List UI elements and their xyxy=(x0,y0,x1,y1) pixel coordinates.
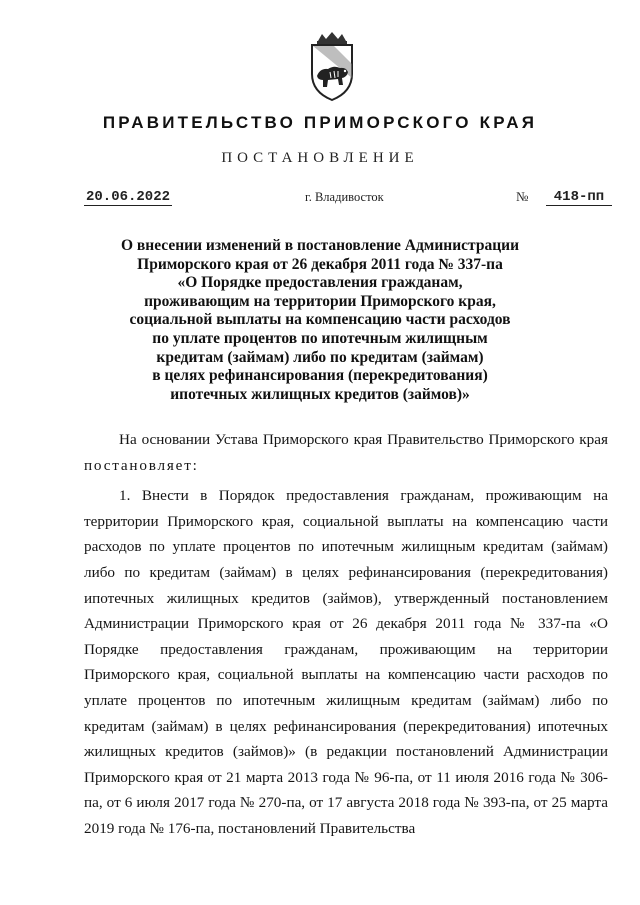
title-line: О внесении изменений в постановление Администрации xyxy=(120,237,519,254)
document-type: ПОСТАНОВЛЕНИЕ xyxy=(221,150,419,166)
title-line: кредитам (займам) либо по кредитам (займам) xyxy=(156,348,484,366)
item-1-paragraph: 1. Внести в Порядок предоставления гражданам, проживающим на территории Приморского края, социальной выплаты на компенсацию части расходов по уплате процентов по ипотечным жилищным кредитам (займам) либо по кредитам (займам) в целях рефинансирования (перекредитования) ипотечных жилищных кредитов (займов), утвержденный постановлением Администрации Приморского края от 26 декабря 2011 года № 337-па «О Порядке предоставления гражданам, проживающим на территории Приморского края, социальной выплаты на компенсацию части расходов по уплате процентов по ипотечным жилищным кредитам (займам) либо по кредитам (займам) в целях рефинансирования (перекредитования) ипотечных жилищных кредитов (займов)» (в редакции постановлений Администрации Приморского края от 21 марта 2013 года № 96-па, от 11 июля 2016 года № 306-па, от 6 июля 2017 года № 270-па, от 17 августа 2018 года № 393-па, от 25 марта 2019 года № 176-па, постановлений Правительства xyxy=(84,487,608,837)
title-line: по уплате процентов по ипотечным жилищным xyxy=(152,329,488,347)
document-body xyxy=(84,427,608,842)
title-line: проживающим на территории Приморского края, xyxy=(144,292,496,310)
title-line: ипотечных жилищных кредитов (займов)» xyxy=(170,385,470,403)
document-date: 20.06.2022 xyxy=(86,189,171,205)
government-title: ПРАВИТЕЛЬСТВО ПРИМОРСКОГО КРАЯ xyxy=(102,113,538,132)
number-sign: № xyxy=(516,189,529,204)
document-number: 418-пп xyxy=(546,189,612,206)
title-line: в целях рефинансирования (перекредитования) xyxy=(152,367,488,385)
date-number-line xyxy=(84,189,610,211)
title-line: «О Порядке предоставления гражданам, xyxy=(177,274,463,292)
coat-of-arms-icon xyxy=(304,32,360,102)
preamble-decree-word: постановляет: xyxy=(84,456,199,474)
document-city: г. Владивосток xyxy=(305,190,384,204)
preamble-paragraph xyxy=(84,427,608,478)
title-line: Приморского края от 26 декабря 2011 года № 337-па xyxy=(137,255,503,273)
preamble-text: На основании Устава Приморского края Правительство Приморского края xyxy=(119,431,608,448)
document-title xyxy=(100,237,540,404)
title-line: социальной выплаты на компенсацию части расходов xyxy=(129,311,511,329)
